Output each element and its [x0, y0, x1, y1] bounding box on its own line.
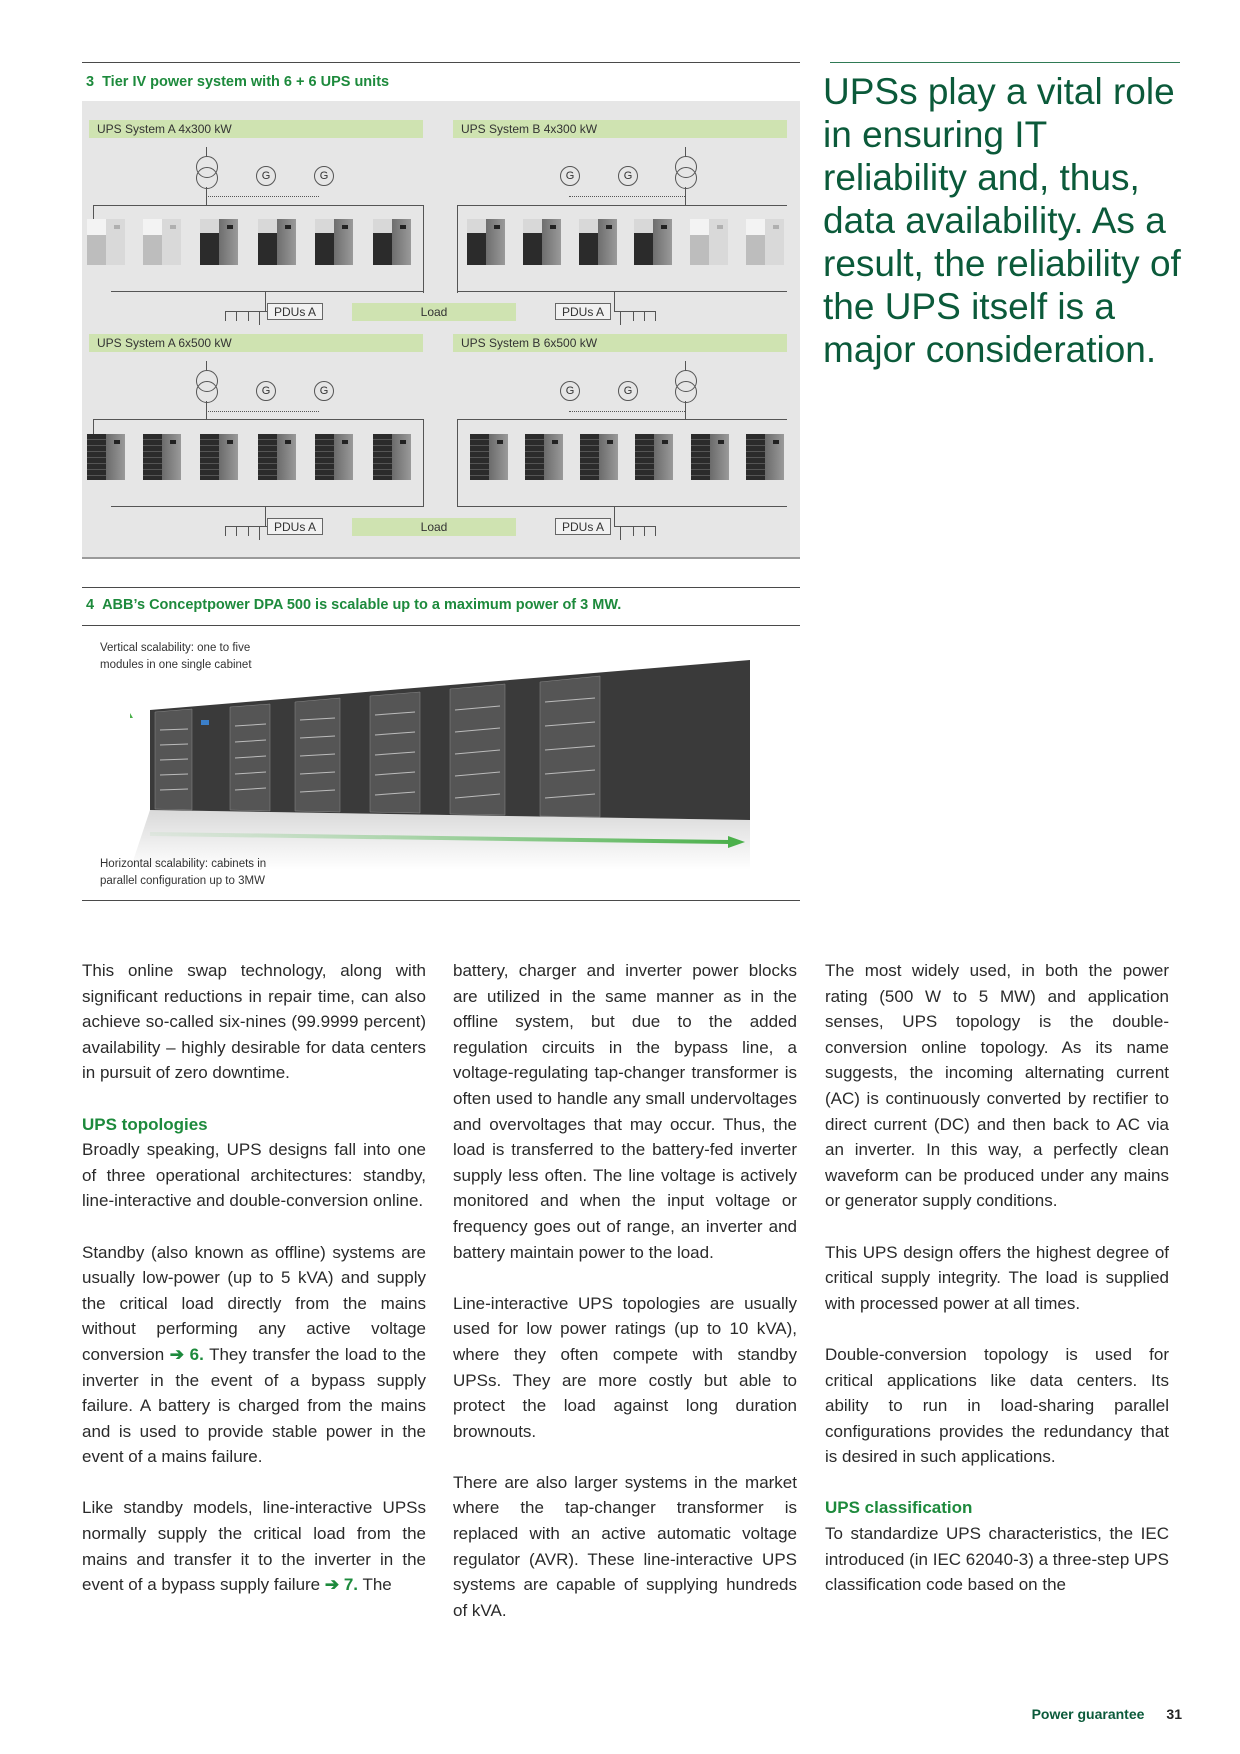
- figure4-title-rule: [82, 625, 800, 626]
- paragraph: Double-conversion topology is used for critical applications like data centers. Its ability to run in load-sharing parallel configurations provides the redundancy that is desired in such applications.: [825, 1344, 1169, 1467]
- bus-line: [93, 419, 424, 420]
- generator-icon: G: [256, 381, 276, 401]
- transformer-icon: [196, 167, 218, 189]
- feed-line: [685, 187, 686, 205]
- ups-unit-500kw: [635, 434, 673, 480]
- pdu-fork: [236, 526, 237, 536]
- paragraph: [82, 1495, 426, 1597]
- load-bar: Load: [352, 303, 516, 321]
- figure4-title: [86, 597, 621, 613]
- transformer-icon: [675, 167, 697, 189]
- pdu-fork: [259, 526, 260, 540]
- page-footer: [1032, 1706, 1182, 1722]
- ups-unit: [467, 219, 505, 265]
- generator-icon: G: [256, 166, 276, 186]
- figure-6-reference-link[interactable]: ➔ 6.: [169, 1344, 204, 1364]
- load-bar: Load: [352, 518, 516, 536]
- pdu-fork: [259, 311, 260, 325]
- generator-icon: G: [618, 381, 638, 401]
- generator-bus-dotted: [569, 411, 685, 412]
- ups-unit-500kw: [143, 434, 181, 480]
- pdus-a-left: PDUs A: [267, 518, 323, 535]
- figure3-number: 3: [86, 74, 95, 90]
- horizontal-caption-line: parallel configuration up to 3MW: [100, 875, 265, 887]
- ups-unit-500kw: [691, 434, 729, 480]
- bus-line: [457, 419, 458, 507]
- pdu-fork: [620, 526, 621, 540]
- page-number: 31: [1166, 1706, 1182, 1722]
- ups-unit: [523, 219, 561, 265]
- generator-bus-dotted: [206, 196, 319, 197]
- bus-line: [457, 419, 787, 420]
- ups-unit: [200, 219, 238, 265]
- pdu-fork: [225, 311, 226, 321]
- ups-unit-inactive: [746, 219, 784, 265]
- figure3-title-text: Tier IV power system with 6 + 6 UPS units: [102, 74, 390, 90]
- bus-line: [457, 205, 787, 206]
- pdu-fork: [633, 311, 634, 321]
- horizontal-scalability-caption: [100, 856, 266, 890]
- bus-line: [111, 506, 424, 507]
- section-heading-ups-classification: UPS classification: [825, 1498, 973, 1518]
- ups-unit: [258, 219, 296, 265]
- feed-line: [685, 401, 686, 419]
- paragraph: [82, 1240, 426, 1470]
- pdus-a-right: PDUs A: [555, 518, 611, 535]
- feed-line: [206, 401, 207, 419]
- tier-iv-diagram: [82, 101, 800, 559]
- pdu-fork: [248, 311, 249, 321]
- generator-icon: G: [618, 166, 638, 186]
- figure3-title: [86, 74, 389, 90]
- ups-unit: [315, 219, 353, 265]
- bus-line: [265, 291, 266, 311]
- generator-icon: G: [314, 381, 334, 401]
- figure4-title-text: ABB’s Conceptpower DPA 500 is scalable up to a maximum power of 3 MW.: [102, 597, 622, 613]
- paragraph-text: Standby (also known as offline) systems are usually low-power (up to 5 kVA) and supply the critical load directly from the mains without performing any active voltage conversion: [82, 1242, 426, 1364]
- pdu-fork: [655, 311, 656, 321]
- pdu-fork: [644, 311, 645, 321]
- generator-icon: G: [560, 381, 580, 401]
- ups-unit-500kw: [373, 434, 411, 480]
- pull-quote: UPSs play a vital role in ensuring IT reliability and, thus, data availability. As a result, the reliability of the UPS itself is a major consideration.: [823, 71, 1181, 370]
- pdu-fork: [655, 526, 656, 536]
- ups-unit-500kw: [525, 434, 563, 480]
- system-b-4x300-label: UPS System B 4x300 kW: [453, 120, 787, 138]
- bus-line: [423, 205, 424, 293]
- ups-cabinets-illustration: [130, 660, 750, 870]
- horizontal-caption-line: Horizontal scalability: cabinets in: [100, 858, 267, 870]
- section-heading-ups-topologies: UPS topologies: [82, 1114, 208, 1134]
- paragraph: This UPS design offers the highest degree of critical supply integrity. The load is supplied with processed power at all times.: [825, 1242, 1169, 1313]
- paragraph-text: The: [358, 1575, 392, 1595]
- bus-line: [93, 205, 424, 206]
- pull-quote-rule: [830, 62, 1180, 63]
- ups-unit-500kw: [200, 434, 238, 480]
- generator-icon: G: [560, 166, 580, 186]
- ups-unit: [579, 219, 617, 265]
- pdu-fork: [620, 311, 621, 325]
- paragraph: battery, charger and inverter power blocks are utilized in the same manner as in the offline system, but due to the added regulation circuits in the bypass line, a voltage-regulating tap-changer transformer is often used to handle any small undervoltages and overvoltages that may occur. Thus, the load is transferred to the battery-fed inverter supply less often. The line voltage is actively monitored and when the input voltage or frequency goes out of range, an inverter and battery maintain power to the load.: [453, 961, 797, 1262]
- paragraph: The most widely used, in both the power rating (500 W to 5 MW) and application senses, UPS topology is the double-conversion online topology. As its name suggests, the incoming alternating current (AC) is continuously converted by rectifier to direct current (DC) and then back to AC via an inverter. In this way, a perfectly clean waveform can be produced under any mains or generator supply conditions.: [825, 961, 1169, 1211]
- ups-unit-500kw: [258, 434, 296, 480]
- pdu-fork: [225, 526, 267, 527]
- generator-bus-dotted: [206, 411, 319, 412]
- pdu-fork: [225, 526, 226, 536]
- generator-icon: G: [314, 166, 334, 186]
- ups-unit-inactive: [690, 219, 728, 265]
- pdu-fork: [644, 526, 645, 536]
- figure4-bottom-rule: [82, 900, 800, 901]
- pdu-fork: [236, 311, 237, 321]
- figure3-top-rule: [82, 62, 800, 63]
- system-b-6x500-label: UPS System B 6x500 kW: [453, 334, 787, 352]
- conceptpower-dpa500-photo: [130, 660, 750, 870]
- pdu-fork: [633, 526, 634, 536]
- footer-section-title: Power guarantee: [1031, 1706, 1145, 1722]
- paragraph: To standardize UPS characteristics, the IEC introduced (in IEC 62040-3) a three-step UPS classification code based on the: [825, 1524, 1169, 1595]
- figure4-top-rule: [82, 587, 800, 588]
- figure-7-reference-link[interactable]: ➔ 7.: [324, 1575, 359, 1595]
- generator-bus-dotted: [569, 196, 685, 197]
- vertical-caption-line: modules in one single cabinet: [100, 659, 252, 671]
- system-a-6x500-label: UPS System A 6x500 kW: [89, 334, 423, 352]
- bus-line: [265, 506, 266, 526]
- pdu-fork: [225, 311, 267, 312]
- ups-unit-500kw: [746, 434, 784, 480]
- ups-unit-500kw: [315, 434, 353, 480]
- vertical-caption-line: Vertical scalability: one to five: [100, 642, 251, 654]
- ups-unit-500kw: [87, 434, 125, 480]
- body-column-1: [82, 958, 426, 1623]
- figure4-number: 4: [86, 597, 95, 613]
- paragraph: This online swap technology, along with significant reductions in repair time, can also achieve so-called six-nines (99.9999 percent) availability – highly desirable for data centers in pursuit of zero downtime.: [82, 961, 426, 1083]
- ups-unit: [373, 219, 411, 265]
- ups-unit: [634, 219, 672, 265]
- bus-line: [111, 291, 424, 292]
- ups-unit-500kw: [580, 434, 618, 480]
- pdu-fork: [248, 526, 249, 536]
- bus-line: [457, 291, 787, 292]
- ups-unit-500kw: [470, 434, 508, 480]
- ups-unit-inactive: [143, 219, 181, 265]
- paragraph: Broadly speaking, UPS designs fall into one of three operational architectures: standby, line-interactive and double-conversion online.: [82, 1140, 426, 1211]
- paragraph-text: Like standby models, line-interactive UPSs normally supply the critical load from the mains and transfer it to the inverter in the event of a bypass supply failure: [82, 1498, 426, 1595]
- transformer-icon: [196, 381, 218, 403]
- body-column-3: [825, 958, 1169, 1623]
- bus-line: [614, 506, 615, 526]
- bus-line: [423, 419, 424, 507]
- paragraph: Line-interactive UPS topologies are usually used for low power ratings (up to 10 kVA), where they often compete with standby UPSs. They are more costly but able to protect the load against long duration brownouts.: [453, 1293, 797, 1441]
- pdus-a-right: PDUs A: [555, 303, 611, 320]
- paragraph: There are also larger systems in the market where the tap-changer transformer is replaced with an active automatic voltage regulator (AVR). These line-interactive UPS systems are capable of supplying hundreds of kVA.: [453, 1472, 797, 1620]
- ups-unit-inactive: [87, 219, 125, 265]
- system-a-4x300-label: UPS System A 4x300 kW: [89, 120, 423, 138]
- transformer-icon: [675, 381, 697, 403]
- pdus-a-left: PDUs A: [267, 303, 323, 320]
- body-column-2: [453, 958, 797, 1649]
- bus-line: [457, 506, 787, 507]
- bus-line: [614, 291, 615, 311]
- paragraph-text: They transfer the load to the inverter in the event of a bypass supply failure. A battery is charged from the mains and is used to provide stable power in the event of a mains failure.: [82, 1344, 426, 1467]
- bus-line: [457, 205, 458, 293]
